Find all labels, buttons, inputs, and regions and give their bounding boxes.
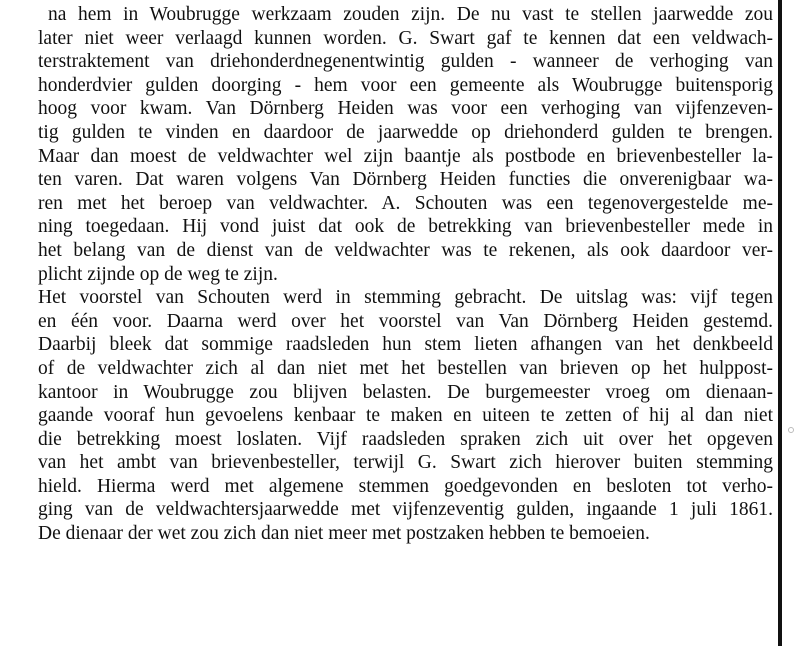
text-line: die betrekking moest loslaten. Vijf raadsleden spraken zich uit over het opgeven [38, 428, 773, 450]
text-line: en één voor. Daarna werd over het voorstel van Van Dörnberg Heiden gestemd. [38, 310, 773, 332]
text-line: gaande vooraf hun gevoelens kenbaar te maken en uiteen te zetten of hij al dan niet [38, 405, 773, 427]
text-line: plicht zijnde op de weg te zijn. [38, 263, 278, 285]
text-line: Maar dan moest de veldwachter wel zijn baantje als postbode en brievenbesteller la- [38, 145, 773, 167]
text-line: ren met het beroep van veldwachter. A. Schouten was een tegenovergestelde me- [38, 192, 773, 214]
text-line: Daarbij bleek dat sommige raadsleden hun stem lieten afhangen van het denkbeeld [38, 334, 773, 356]
text-line: van het ambt van brievenbesteller, terwijl G. Swart zich hierover buiten stemming [38, 452, 773, 474]
text-line: De dienaar der wet zou zich dan niet meer met postzaken hebben te bemoeien. [38, 523, 650, 545]
body-text [38, 3, 773, 546]
text-line: hoog voor kwam. Van Dörnberg Heiden was voor een verhoging van vijfenzeven- [38, 98, 773, 120]
text-line: Het voorstel van Schouten werd in stemming gebracht. De uitslag was: vijf tegen [38, 287, 773, 309]
text-line: of de veldwachter zich al dan niet met het bestellen van brieven op het hulppost- [38, 357, 773, 379]
text-line: kantoor in Woubrugge zou blijven belasten. De burgemeester vroeg om dienaan- [38, 381, 773, 403]
text-line: ning toegedaan. Hij vond juist dat ook de betrekking van brievenbesteller mede in [38, 216, 773, 238]
text-line: na hem in Woubrugge werkzaam zouden zijn. De nu vast te stellen jaarwedde zou [48, 4, 773, 25]
text-line: hield. Hierma werd met algemene stemmen goedgevonden en besloten tot verho- [38, 475, 773, 497]
text-line: het belang van de dienst van de veldwachter was te rekenen, als ook daardoor ver- [38, 239, 773, 261]
text-line: tig gulden te vinden en daardoor de jaarwedde op driehonderd gulden te brengen. [38, 121, 773, 143]
scan-speck [788, 427, 794, 433]
text-line: ten varen. Dat waren volgens Van Dörnberg Heiden functies die onverenigbaar wa- [38, 169, 773, 191]
text-line: honderdvier gulden doorging - hem voor een gemeente als Woubrugge buitensporig [38, 74, 773, 96]
text-line: ging van de veldwachtersjaarwedde met vijfenzeventig gulden, ingaande 1 juli 1861. [38, 499, 773, 521]
text-line: later niet weer verlaagd kunnen worden. G. Swart gaf te kennen dat een veldwach- [38, 27, 773, 49]
scan-border-line [778, 0, 782, 646]
text-line: terstraktement van driehonderdnegenentwintig gulden - wanneer de verhoging van [38, 51, 773, 73]
